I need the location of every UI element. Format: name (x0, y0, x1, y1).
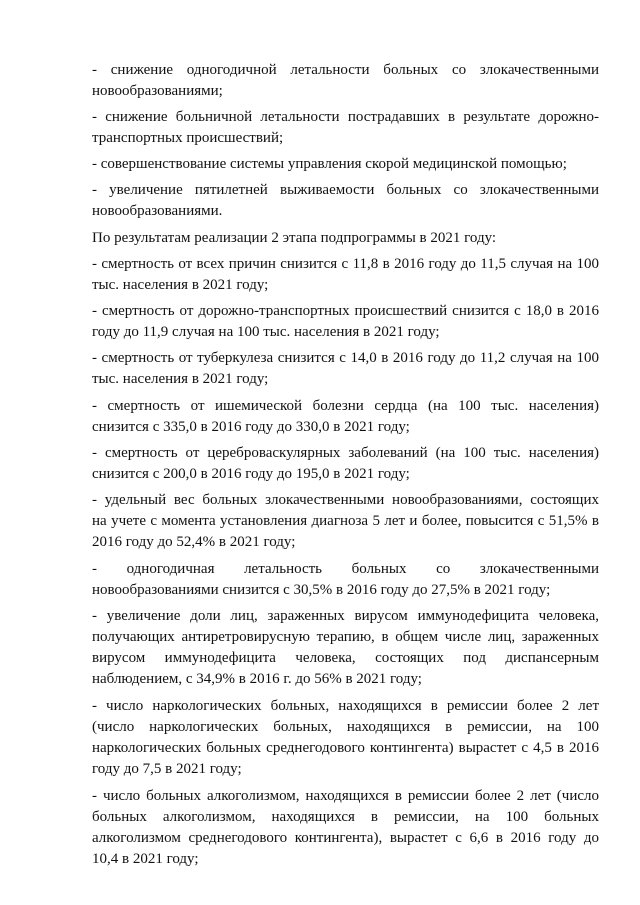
paragraph-13-line-1: - увеличение доли лиц, зараженных вирусом иммунодефицита человека, (92, 608, 599, 624)
paragraph-14-line-3: наркологических больных среднегодового контингента) вырастет с 4,5 в 2016 (92, 740, 599, 756)
paragraph-8-line-1: - смертность от туберкулеза снизится с 14,0 в 2016 году до 11,2 случая на 100 (92, 350, 599, 366)
paragraph-15-line-2: больных алкоголизмом, находящихся в ремиссии, на 100 больных (92, 809, 599, 825)
paragraph-3-line-1: - совершенствование системы управления скорой медицинской помощью; (92, 156, 567, 172)
paragraph-9-line-2: снизится с 335,0 в 2016 году до 330,0 в 2021 году; (92, 419, 410, 435)
paragraph-13-line-3: вирусом иммунодефицита человека, состоящих под диспансерным (92, 650, 599, 666)
paragraph-11-line-3: 2016 году до 52,4% в 2021 году; (92, 534, 296, 550)
paragraph-2-line-2: транспортных происшествий; (92, 130, 284, 146)
paragraph-15-line-4: 10,4 в 2021 году; (92, 851, 199, 867)
paragraph-11-line-2: на учете с момента установления диагноза 5 лет и более, повысится с 51,5% в (92, 513, 599, 529)
paragraph-11-line-1: - удельный вес больных злокачественными новообразованиями, состоящих (92, 492, 599, 508)
paragraph-13-line-4: наблюдением, с 34,9% в 2016 г. до 56% в 2021 году; (92, 671, 422, 687)
paragraph-15-line-1: - число больных алкоголизмом, находящихся в ремиссии более 2 лет (число (92, 788, 599, 804)
paragraph-10-line-2: снизится с 200,0 в 2016 году до 195,0 в 2021 году; (92, 466, 410, 482)
paragraph-6-line-1: - смертность от всех причин снизится с 11,8 в 2016 году до 11,5 случая на 100 (92, 256, 599, 272)
paragraph-4-line-2: новообразованиями. (92, 203, 223, 219)
paragraph-8-line-2: тыс. населения в 2021 году; (92, 371, 269, 387)
paragraph-9-line-1: - смертность от ишемической болезни сердца (на 100 тыс. населения) (92, 398, 599, 414)
paragraph-12-line-2: новообразованиями снизится с 30,5% в 2016 году до 27,5% в 2021 году; (92, 582, 551, 598)
paragraph-14-line-4: году до 7,5 в 2021 году; (92, 761, 242, 777)
paragraph-7-line-2: году до 11,9 случая на 100 тыс. населения в 2021 году; (92, 324, 440, 340)
paragraph-1-line-2: новообразованиями; (92, 83, 223, 99)
paragraph-5-line-1: По результатам реализации 2 этапа подпрограммы в 2021 году: (92, 230, 497, 246)
paragraph-4-line-1: - увеличение пятилетней выживаемости больных со злокачественными (92, 182, 599, 198)
paragraph-12-line-1: - одногодичная летальность больных со злокачественными (92, 561, 599, 577)
paragraph-15-line-3: алкоголизмом среднегодового контингента), вырастет с 6,6 в 2016 году до (92, 830, 599, 846)
paragraph-10-line-1: - смертность от цереброваскулярных заболеваний (на 100 тыс. населения) (92, 445, 599, 461)
paragraph-6-line-2: тыс. населения в 2021 году; (92, 277, 269, 293)
paragraph-14-line-2: (число наркологических больных, находящихся в ремиссии, на 100 (92, 719, 599, 735)
paragraph-2-line-1: - снижение больничной летальности пострадавших в результате дорожно- (92, 109, 599, 125)
paragraph-7-line-1: - смертность от дорожно-транспортных происшествий снизится с 18,0 в 2016 (92, 303, 599, 319)
paragraph-13-line-2: получающих антиретровирусную терапию, в общем числе лиц, зараженных (92, 629, 599, 645)
paragraph-14-line-1: - число наркологических больных, находящихся в ремиссии более 2 лет (92, 698, 599, 714)
paragraph-1-line-1: - снижение одногодичной летальности больных со злокачественными (92, 62, 599, 78)
